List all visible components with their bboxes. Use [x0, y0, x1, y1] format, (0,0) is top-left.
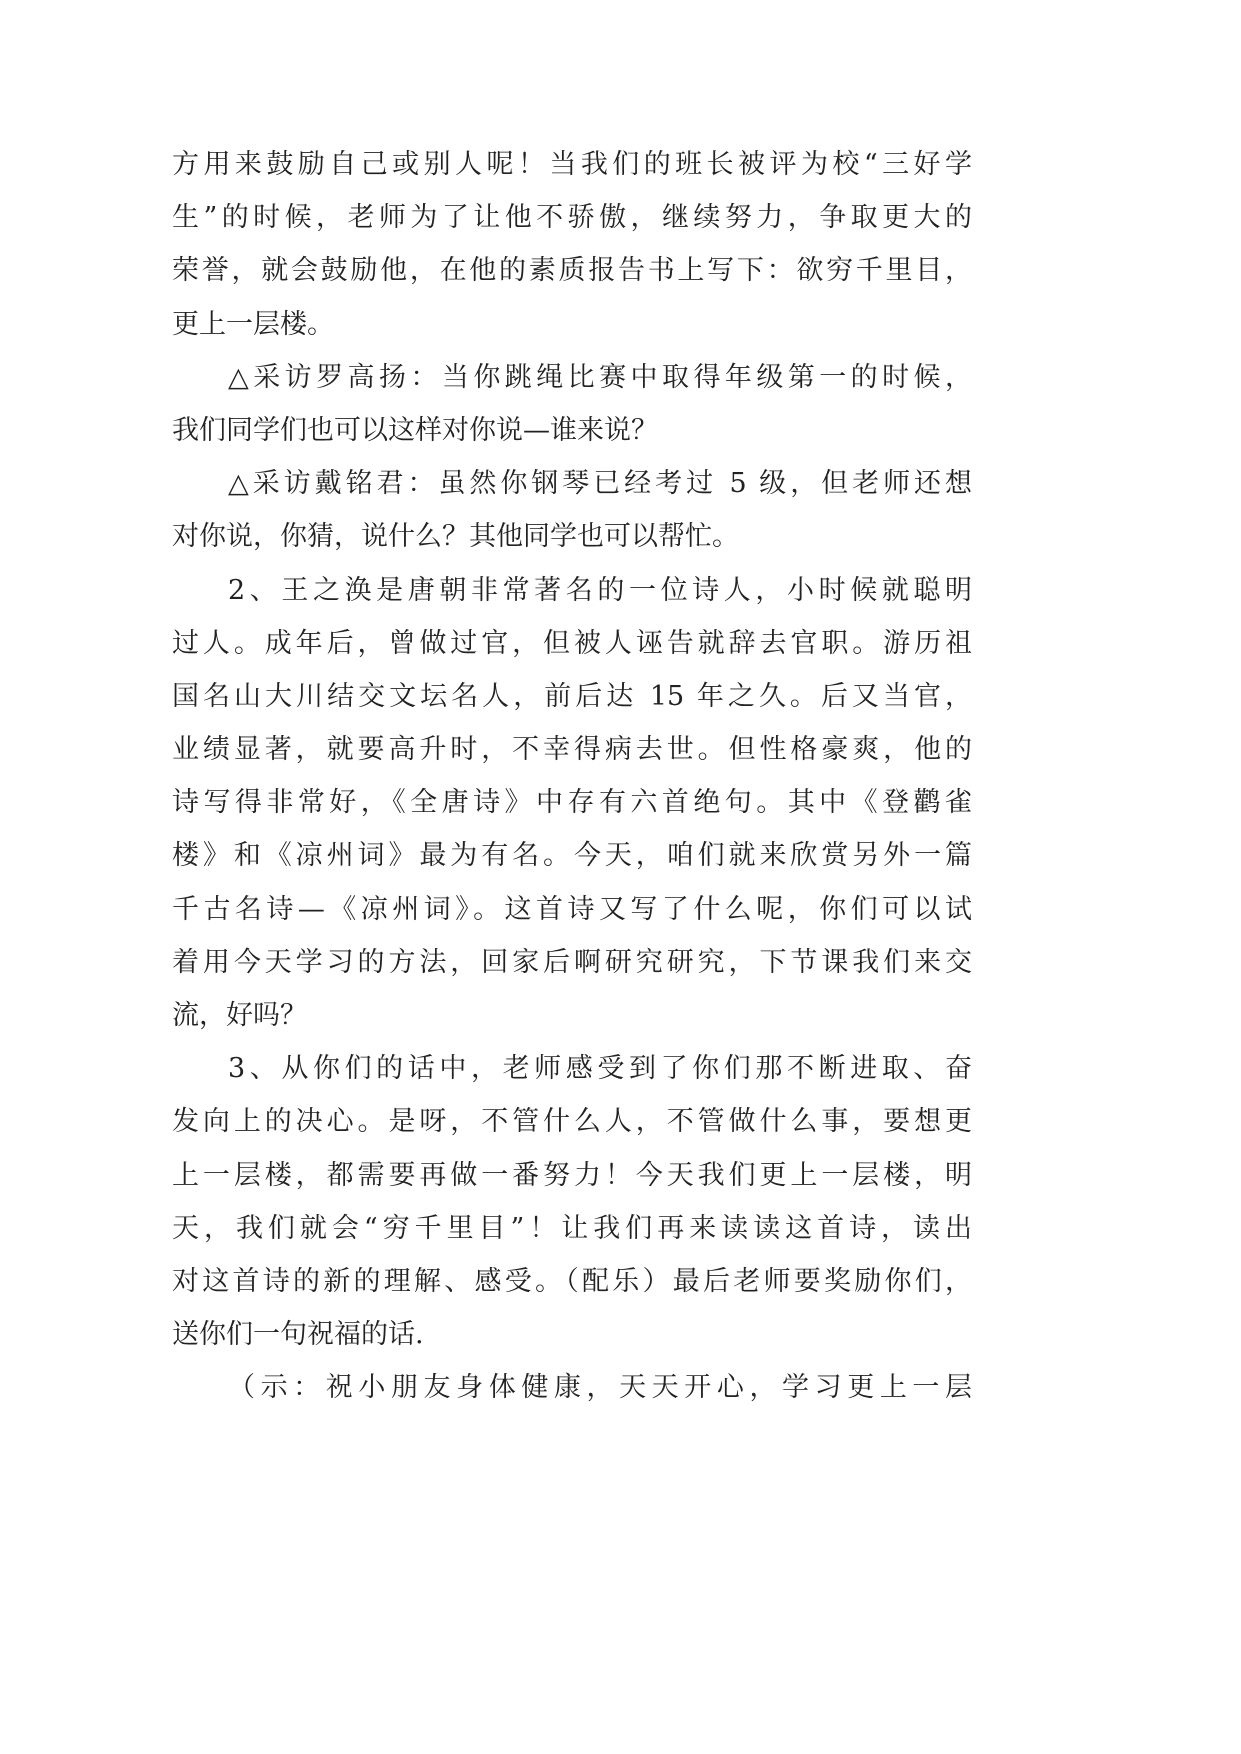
paragraph-line: 上一层楼，都需要再做一番努力！今天我们更上一层楼，明 — [172, 1159, 972, 1191]
paragraph-first-line: 3、从你们的话中，老师感受到了你们那不断进取、奋 — [228, 1053, 972, 1085]
paragraph-line: 国名山大川结交文坛名人，前后达 15 年之久。后又当官， — [172, 680, 972, 712]
paragraph-line: 天，我们就会“穷千里目”！让我们再来读读这首诗，读出 — [172, 1212, 972, 1244]
paragraph-first-line: （示：祝小朋友身体健康，天天开心，学习更上一层 — [228, 1372, 972, 1404]
paragraph-line: 着用今天学习的方法，回家后啊研究研究，下节课我们来交 — [172, 946, 972, 978]
paragraph-line: 诗写得非常好，《全唐诗》中存有六首绝句。其中《登鹳雀 — [172, 787, 972, 819]
paragraph-line: 过人。成年后，曾做过官，但被人诬告就辞去官职。游历祖 — [172, 627, 972, 659]
paragraph-first-line: △采访罗高扬：当你跳绳比赛中取得年级第一的时候， — [228, 361, 972, 393]
paragraph-line: 发向上的决心。是呀，不管什么人，不管做什么事，要想更 — [172, 1106, 972, 1138]
paragraph-line: 流，好吗？ — [172, 1000, 307, 1031]
paragraph-line: 送你们一句祝福的话. — [172, 1319, 424, 1351]
paragraph-line: 方用来鼓励自己或别人呢！当我们的班长被评为校“三好学 — [172, 149, 972, 180]
paragraph-first-line: △采访戴铭君：虽然你钢琴已经考过 5 级，但老师还想 — [228, 468, 972, 500]
paragraph-line: 对你说，你猜，说什么？其他同学也可以帮忙。 — [172, 521, 739, 553]
paragraph-line: 对这首诗的新的理解、感受。（配乐）最后老师要奖励你们， — [172, 1265, 972, 1297]
paragraph-first-line: 2、王之涣是唐朝非常著名的一位诗人，小时候就聪明 — [228, 574, 972, 606]
paragraph-line: 荣誉，就会鼓励他，在他的素质报告书上写下：欲穷千里目， — [172, 255, 972, 287]
paragraph-line: 我们同学们也可以这样对你说—谁来说？ — [172, 414, 658, 446]
paragraph-line: 生”的时候，老师为了让他不骄傲，继续努力，争取更大的 — [172, 202, 972, 234]
document-body — [172, 138, 972, 1415]
paragraph-line: 业绩显著，就要高升时，不幸得病去世。但性格豪爽，他的 — [172, 734, 972, 766]
paragraph-line: 千古名诗—《凉州词》。这首诗又写了什么呢，你们可以试 — [172, 893, 972, 925]
paragraph-line: 楼》和《凉州词》最为有名。今天，咱们就来欣赏另外一篇 — [172, 840, 972, 872]
paragraph-line: 更上一层楼。 — [172, 308, 334, 340]
